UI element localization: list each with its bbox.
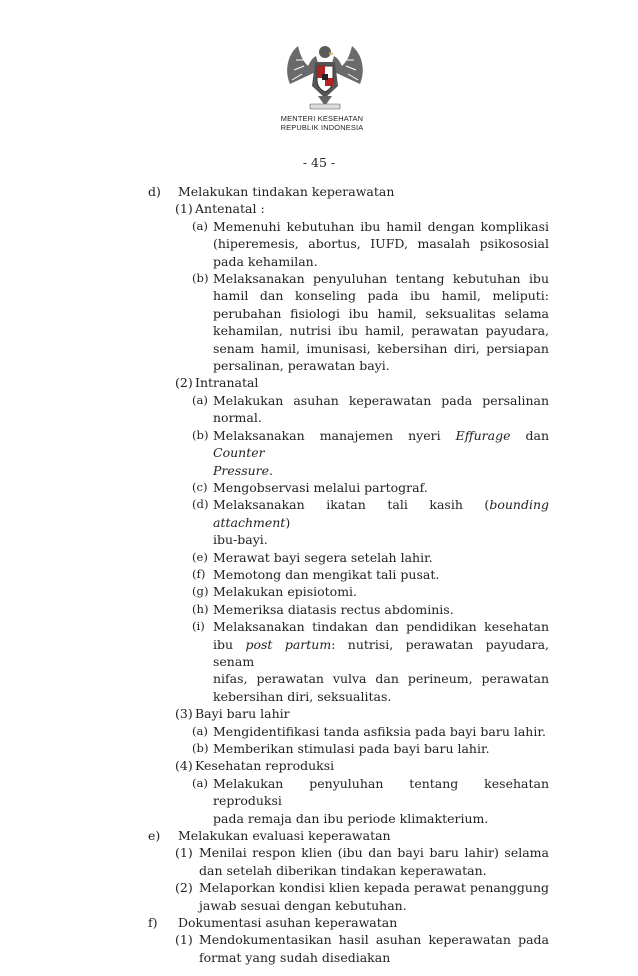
- text-line: Memeriksa diatasis rectus abdominis.: [213, 601, 454, 617]
- list-marker: (b): [192, 427, 209, 442]
- text-line: Antenatal :: [195, 201, 265, 217]
- emblem-line-2: REPUBLIK INDONESIA: [280, 123, 364, 132]
- list-marker: (a): [192, 775, 208, 790]
- section-heading: [0, 914, 638, 931]
- text-line: Melaksanakan tindakan dan pendidikan kesehatan: [213, 619, 549, 635]
- text-line: Melakukan episiotomi.: [213, 584, 358, 600]
- text-line: normal.: [213, 410, 262, 426]
- list-marker: (3): [175, 706, 193, 722]
- text-line: Intranatal: [195, 375, 259, 391]
- text-line: Melakukan evaluasi keperawatan: [178, 828, 391, 844]
- list-marker: (f): [192, 566, 206, 581]
- text-line: kehamilan, nutrisi ibu hamil, perawatan payudara,: [213, 323, 549, 339]
- list-item: [0, 931, 638, 966]
- list-item: [0, 392, 638, 427]
- list-item: [0, 496, 638, 548]
- list-marker: (2): [175, 375, 193, 391]
- text-line: Melaksanakan ikatan tali kasih (bounding attachment): [213, 497, 549, 530]
- list-item: [0, 479, 638, 496]
- list-item: [0, 775, 638, 827]
- list-marker: f): [148, 915, 158, 931]
- list-marker: (b): [192, 271, 209, 286]
- text-line: Mengobservasi melalui partograf.: [213, 479, 428, 495]
- text-line: persalinan, perawatan bayi.: [213, 358, 390, 374]
- list-marker: e): [148, 828, 161, 844]
- text-line: nifas, perawatan vulva dan perineum, perawatan: [213, 671, 549, 687]
- text-line: format yang sudah disediakan: [199, 949, 391, 965]
- text-line: hamil dan konseling pada ibu hamil, meliputi:: [213, 288, 549, 304]
- text-line: pada kehamilan.: [213, 253, 318, 269]
- list-item: [0, 879, 638, 914]
- text-line: jawab sesuai dengan kebutuhan.: [199, 897, 407, 913]
- subsection-heading: [0, 374, 638, 391]
- list-item: [0, 566, 638, 583]
- text-line: ibu-bayi.: [213, 532, 268, 548]
- list-marker: (a): [192, 723, 208, 738]
- list-item: [0, 583, 638, 600]
- list-marker: (4): [175, 758, 193, 774]
- list-marker: (1): [175, 845, 193, 861]
- list-item: [0, 427, 638, 479]
- text-line: Melaksanakan penyuluhan tentang kebutuhan ibu: [213, 271, 549, 287]
- list-marker: (e): [192, 549, 208, 564]
- text-line: ibu post partum: nutrisi, perawatan payudara, senam: [213, 636, 550, 669]
- text-line: Memotong dan mengikat tali pusat.: [213, 566, 440, 582]
- list-marker: (a): [192, 218, 208, 233]
- list-marker: (a): [192, 392, 208, 407]
- text-line: Mendokumentasikan hasil asuhan keperawatan pada: [199, 932, 549, 948]
- text-line: Menilai respon klien (ibu dan bayi baru lahir) selama: [199, 845, 549, 861]
- list-item: [0, 601, 638, 618]
- text-line: Melaporkan kondisi klien kepada perawat penanggung: [199, 880, 549, 896]
- text-line: Pressure.: [213, 462, 274, 478]
- text-line: pada remaja dan ibu periode klimakterium.: [213, 810, 489, 826]
- list-marker: (c): [192, 479, 208, 494]
- list-marker: (1): [175, 932, 193, 948]
- list-marker: (g): [192, 584, 209, 599]
- subsection-heading: [0, 705, 638, 722]
- text-line: Dokumentasi asuhan keperawatan: [178, 915, 398, 931]
- text-line: dan setelah diberikan tindakan keperawatan.: [199, 862, 487, 878]
- section-heading: [0, 183, 638, 200]
- list-item: [0, 618, 638, 705]
- garuda-emblem-icon: [282, 40, 368, 112]
- text-line: kebersihan diri, seksualitas.: [213, 688, 392, 704]
- list-marker: (b): [192, 741, 209, 755]
- list-item: [0, 270, 638, 374]
- text-line: Mengidentifikasi tanda asfiksia pada bayi baru lahir.: [213, 723, 546, 739]
- text-line: Melakukan tindakan keperawatan: [178, 184, 395, 199]
- text-line: Melakukan asuhan keperawatan pada persalinan: [213, 392, 549, 408]
- text-line: Melaksanakan manajemen nyeri Effurage dan Counter: [213, 427, 549, 461]
- list-marker: (h): [192, 601, 209, 616]
- section-heading: [0, 827, 638, 844]
- text-line: Memenuhi kebutuhan ibu hamil dengan komplikasi: [213, 218, 549, 234]
- emblem-line-1: MENTERI KESEHATAN: [280, 114, 364, 123]
- text-line: (hiperemesis, abortus, IUFD, masalah psikososial: [213, 236, 549, 252]
- text-line: Melakukan penyuluhan tentang kesehatan reproduksi: [213, 775, 549, 809]
- list-item: [0, 740, 638, 757]
- list-marker: (2): [175, 880, 193, 896]
- text-line: Merawat bayi segera setelah lahir.: [213, 549, 433, 565]
- subsection-heading: [0, 757, 638, 774]
- list-marker: (1): [175, 201, 193, 217]
- document-body: [0, 183, 638, 966]
- page-number: - 45 -: [302, 155, 336, 170]
- list-item: [0, 549, 638, 566]
- list-marker: (d): [192, 497, 209, 512]
- text-line: Memberikan stimulasi pada bayi baru lahir.: [213, 741, 490, 756]
- list-item: [0, 218, 638, 270]
- text-line: senam hamil, imunisasi, kebersihan diri, persiapan: [213, 340, 549, 356]
- list-item: [0, 844, 638, 879]
- subsection-heading: [0, 200, 638, 217]
- text-line: Kesehatan reproduksi: [195, 758, 335, 774]
- list-marker: (i): [192, 619, 205, 634]
- text-line: Bayi baru lahir: [195, 706, 290, 722]
- text-line: perubahan fisiologi ibu hamil, seksualitas selama: [213, 305, 549, 321]
- emblem-caption: [262, 114, 382, 132]
- list-item: [0, 723, 638, 740]
- list-marker: d): [148, 184, 161, 199]
